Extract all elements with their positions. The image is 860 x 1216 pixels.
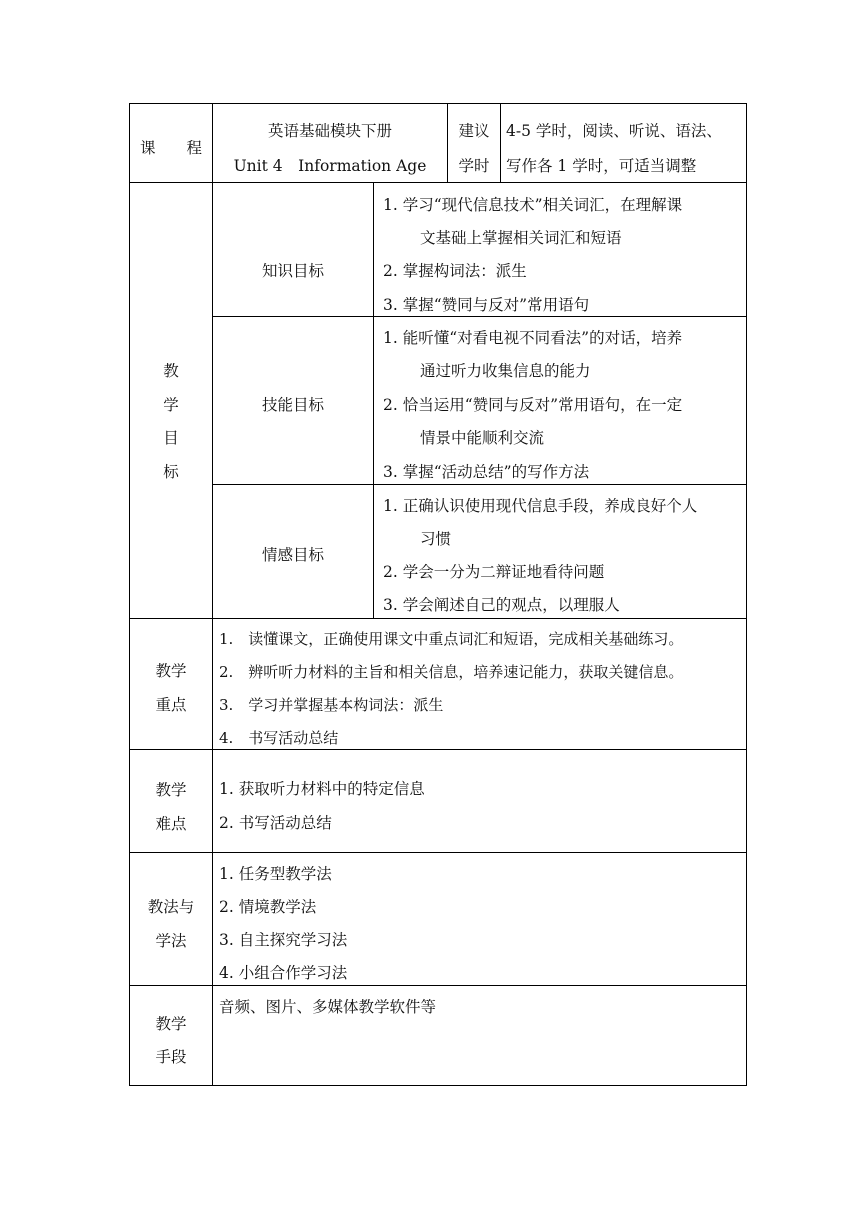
skills-title: 技能目标	[261, 396, 324, 414]
difficulties-label-2: 难点	[155, 815, 187, 833]
knowledge-title: 知识目标	[261, 262, 324, 280]
methods-item: 2. 情境教学法	[219, 898, 317, 916]
hours-label: 建议	[458, 122, 490, 140]
border-knowledge	[212, 316, 747, 317]
skills-item: 3. 掌握“活动总结”的写作方法	[383, 463, 590, 481]
skills-item: 情景中能顺利交流	[420, 429, 545, 447]
keypoints-item: 1. 读懂课文，正确使用课文中重点词汇和短语，完成相关基础练习。	[219, 630, 684, 648]
methods-label: 教法与	[147, 898, 195, 916]
difficulties-item: 2. 书写活动总结	[219, 814, 332, 832]
border-difficulties	[129, 852, 747, 853]
keypoints-item: 3. 学习并掌握基本构词法：派生	[219, 696, 444, 714]
emotion-item: 习惯	[420, 530, 452, 548]
border-objectives	[129, 618, 747, 619]
course-label: 课 程	[139, 139, 202, 157]
border-methods	[129, 985, 747, 986]
difficulties-item: 1. 获取听力材料中的特定信息	[219, 780, 425, 798]
skills-item: 1. 能听懂“对看电视不同看法”的对话，培养	[383, 329, 683, 347]
course-name: 英语基础模块下册	[267, 122, 392, 140]
border-row1	[129, 182, 747, 183]
objectives-label-char: 学	[163, 396, 179, 414]
emotion-item: 1. 正确认识使用现代信息手段，养成良好个人	[383, 497, 698, 515]
emotion-item: 3. 学会阐述自己的观点，以理服人	[383, 596, 620, 614]
knowledge-item: 文基础上掌握相关词汇和短语	[420, 229, 622, 247]
knowledge-item: 1. 学习“现代信息技术”相关词汇，在理解课	[383, 196, 683, 214]
emotion-item: 2. 学会一分为二辩证地看待问题	[383, 563, 605, 581]
keypoints-item: 2. 辨听听力材料的主旨和相关信息，培养速记能力，获取关键信息。	[219, 663, 684, 681]
keypoints-label-2: 重点	[155, 696, 187, 714]
skills-item: 通过听力收集信息的能力	[420, 362, 591, 380]
knowledge-item: 2. 掌握构词法：派生	[383, 262, 527, 280]
border-right	[746, 103, 747, 1086]
methods-label-2: 学法	[155, 932, 187, 950]
emotion-title: 情感目标	[261, 546, 324, 564]
border-bottom	[129, 1085, 747, 1086]
knowledge-item: 3. 掌握“赞同与反对”常用语句	[383, 296, 590, 314]
border-skills	[212, 484, 747, 485]
objectives-label-char: 标	[163, 463, 179, 481]
skills-item: 2. 恰当运用“赞同与反对”常用语句，在一定	[383, 396, 683, 414]
border-keypoints	[129, 749, 747, 750]
keypoints-label: 教学	[155, 662, 187, 680]
methods-item: 4. 小组合作学习法	[219, 964, 348, 982]
methods-item: 3. 自主探究学习法	[219, 931, 348, 949]
border-top	[129, 103, 747, 104]
means-label-2: 手段	[155, 1048, 187, 1066]
means-text: 音频、图片、多媒体教学软件等	[219, 998, 437, 1016]
difficulties-label: 教学	[155, 781, 187, 799]
methods-item: 1. 任务型教学法	[219, 865, 332, 883]
objectives-label-char: 目	[163, 429, 179, 447]
means-label: 教学	[155, 1015, 187, 1033]
objectives-label-char: 教	[163, 362, 179, 380]
hours-label-2: 学时	[458, 157, 490, 175]
unit-title: Unit 4 Information Age	[233, 157, 427, 175]
keypoints-item: 4. 书写活动总结	[219, 729, 339, 747]
hours-value-2: 写作各 1 学时，可适当调整	[506, 157, 697, 175]
hours-value: 4-5 学时，阅读、听说、语法、	[506, 122, 722, 140]
